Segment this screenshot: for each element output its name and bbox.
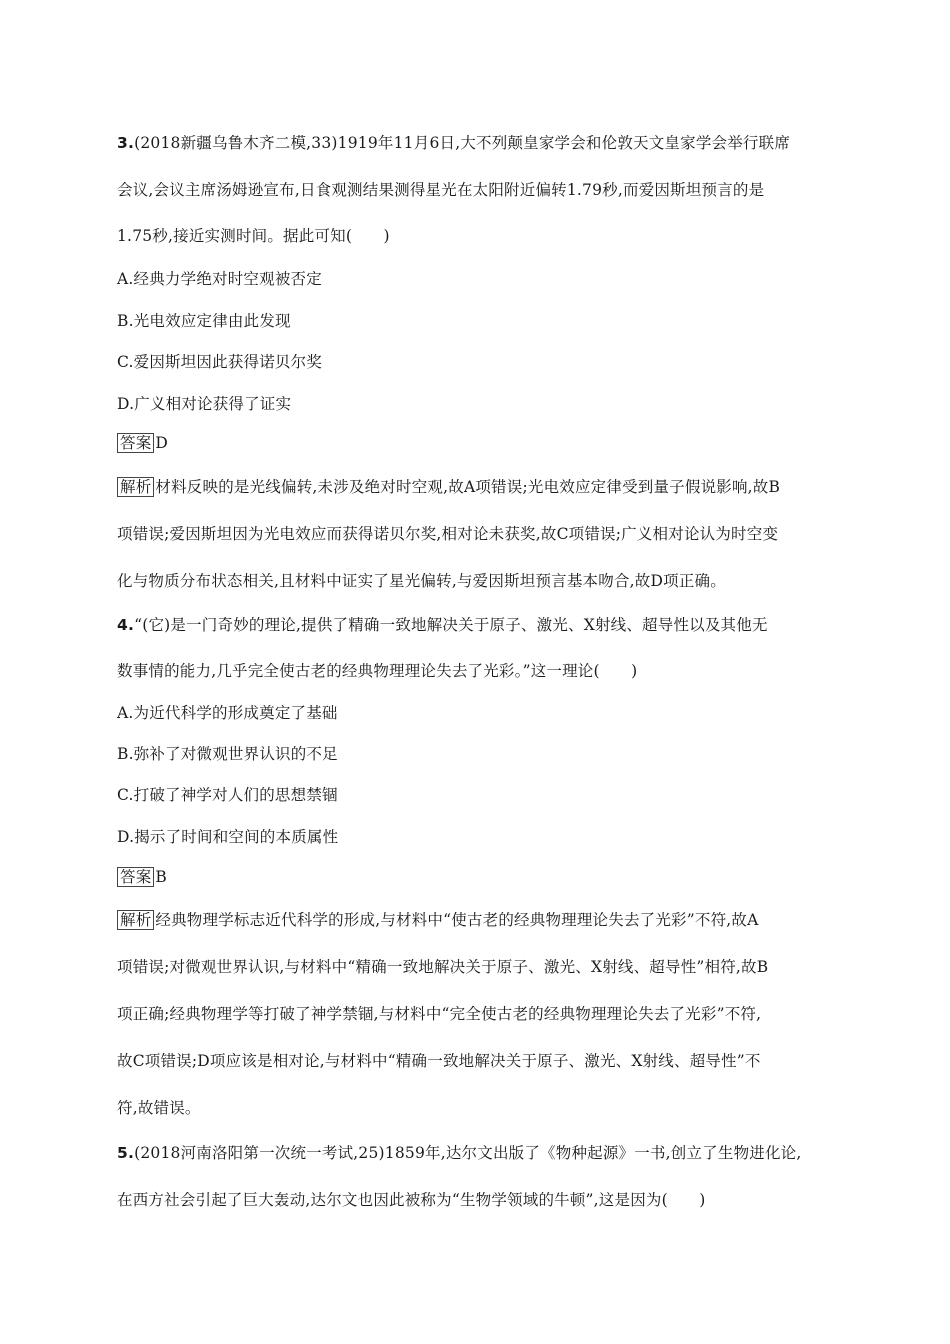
q3-stem-text-1: (2018新疆乌鲁木齐二模,33)1919年11月6日,大不列颠皇家学会和伦敦天文皇家学会举行联席	[134, 134, 791, 152]
q4-answer-line	[117, 866, 850, 888]
q4-stem-line-1	[117, 614, 850, 636]
q3-option-b: B.光电效应定律由此发现	[117, 312, 291, 330]
q4-option-a: A.为近代科学的形成奠定了基础	[117, 704, 338, 722]
q4-analysis-tag: 解析	[117, 910, 154, 930]
q3-analysis-line-3: 化与物质分布状态相关,且材料中证实了星光偏转,与爱因斯坦预言基本吻合,故D项正确。	[117, 572, 726, 590]
q3-option-d: D.广义相对论获得了证实	[117, 395, 292, 413]
q3-analysis-line-1	[117, 476, 850, 498]
q3-stem-line-1	[117, 132, 850, 154]
q4-answer-tag: 答案	[117, 867, 154, 887]
q3-analysis-tag: 解析	[117, 477, 154, 497]
q5-stem-line-1	[117, 1142, 850, 1164]
q4-analysis-line-2: 项错误;对微观世界认识,与材料中“精确一致地解决关于原子、激光、X射线、超导性”相符,故B	[117, 958, 769, 976]
q3-option-a: A.经典力学绝对时空观被否定	[117, 270, 322, 288]
q4-analysis-line-5: 符,故错误。	[117, 1099, 201, 1117]
q4-stem-text-1: “(它)是一门奇妙的理论,提供了精确一致地解决关于原子、激光、X射线、超导性以及其他无	[134, 616, 768, 634]
q3-number: 3.	[117, 134, 135, 152]
q3-analysis-text-1: 材料反映的是光线偏转,未涉及绝对时空观,故A项错误;光电效应定律受到量子假说影响,故B	[155, 478, 781, 496]
q3-answer-line	[117, 432, 850, 454]
q4-option-b: B.弥补了对微观世界认识的不足	[117, 745, 338, 763]
q4-analysis-line-3: 项正确;经典物理学等打破了神学禁锢,与材料中“完全使古老的经典物理理论失去了光彩”不符,	[117, 1005, 762, 1023]
q4-option-c: C.打破了神学对人们的思想禁锢	[117, 786, 338, 804]
q4-analysis-text-1: 经典物理学标志近代科学的形成,与材料中“使古老的经典物理理论失去了光彩”不符,故A	[155, 911, 759, 929]
q4-analysis-line-1	[117, 909, 850, 931]
q3-answer-tag: 答案	[117, 433, 154, 453]
q3-stem-line-3: 1.75秒,接近实测时间。据此可知( )	[117, 227, 390, 245]
q4-answer-value: B	[155, 868, 167, 886]
q3-analysis-line-2: 项错误;爱因斯坦因为光电效应而获得诺贝尔奖,相对论未获奖,故C项错误;广义相对论认为时空变	[117, 525, 779, 543]
q4-stem-line-2: 数事情的能力,几乎完全使古老的经典物理理论失去了光彩。”这一理论( )	[117, 662, 638, 680]
q3-stem-line-2: 会议,会议主席汤姆逊宣布,日食观测结果测得星光在太阳附近偏转1.79秒,而爱因斯坦预言的是	[117, 181, 765, 199]
q5-number: 5.	[117, 1144, 135, 1162]
q4-analysis-line-4: 故C项错误;D项应该是相对论,与材料中“精确一致地解决关于原子、激光、X射线、超导性”不	[117, 1052, 761, 1070]
q3-answer-value: D	[155, 434, 169, 452]
q4-option-d: D.揭示了时间和空间的本质属性	[117, 828, 339, 846]
q5-stem-text-1: (2018河南洛阳第一次统一考试,25)1859年,达尔文出版了《物种起源》一书,创立了生物进化论,	[134, 1144, 802, 1162]
q5-stem-line-2: 在西方社会引起了巨大轰动,达尔文也因此被称为“生物学领域的牛顿”,这是因为( )	[117, 1191, 706, 1209]
q3-option-c: C.爱因斯坦因此获得诺贝尔奖	[117, 353, 323, 371]
q4-number: 4.	[117, 616, 135, 634]
